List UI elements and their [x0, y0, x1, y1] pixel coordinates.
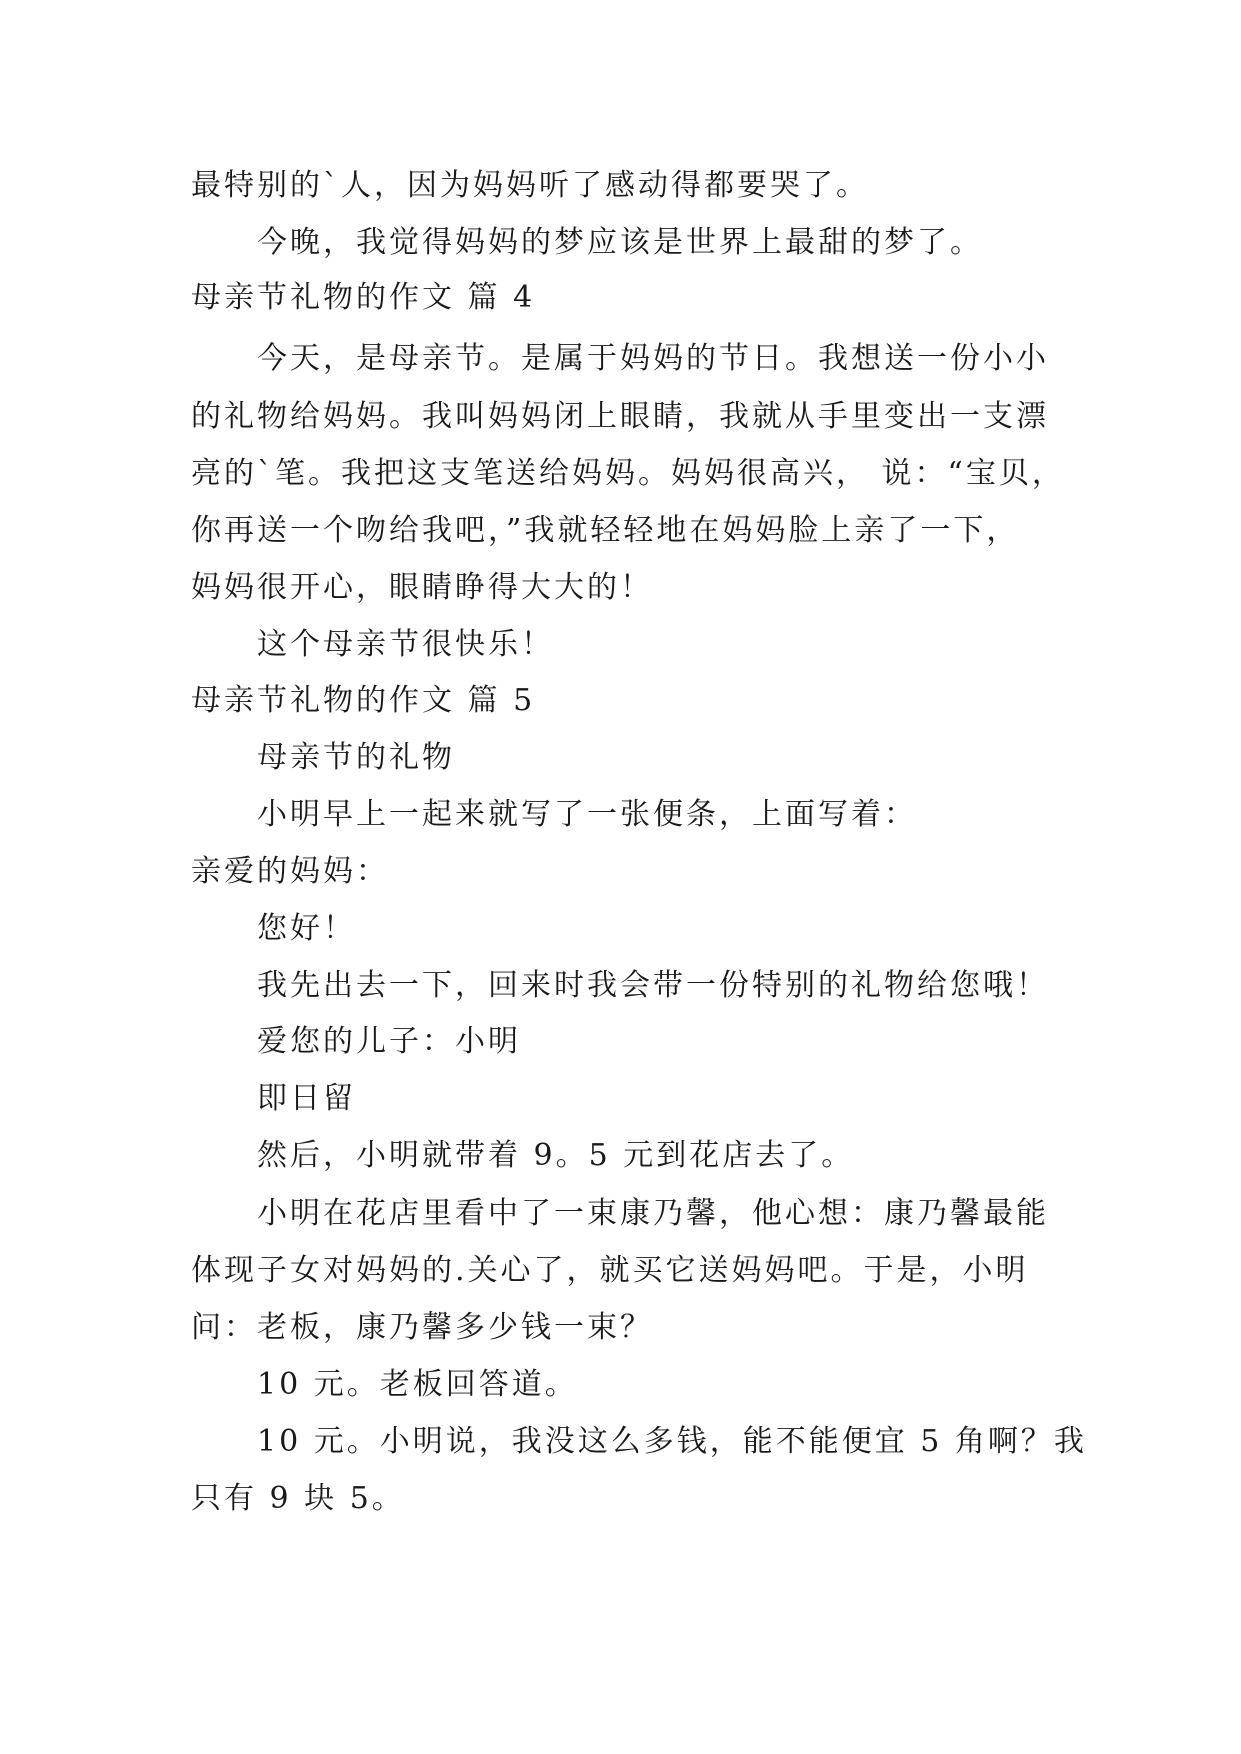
text-line: 体现子女对妈妈的.关心了，就买它送妈妈吧。于是，小明 — [191, 1253, 1029, 1288]
text-line: 亮的`笔。我把这支笔送给妈妈。妈妈很高兴， 说：“宝贝， — [191, 456, 1065, 491]
text-line: 最特别的`人，因为妈妈听了感动得都要哭了。 — [191, 168, 869, 203]
text-line: 你再送一个吻给我吧，”我就轻轻地在妈妈脸上亲了一下， — [191, 513, 1020, 548]
text-paragraph: 您好！ — [257, 911, 356, 946]
text-paragraph: 10 元。小明说，我没这么多钱，能不能便宜 5 角啊？我 — [257, 1424, 1087, 1459]
text-paragraph: 今晚，我觉得妈妈的梦应该是世界上最甜的梦了。 — [257, 225, 983, 260]
text-line: 只有 9 块 5。 — [191, 1481, 405, 1516]
text-line: 妈妈很开心，眼睛睁得大大的！ — [191, 570, 653, 605]
text-paragraph: 这个母亲节很快乐！ — [257, 627, 554, 662]
text-paragraph: 爱您的儿子：小明 — [257, 1024, 521, 1059]
text-paragraph: 小明在花店里看中了一束康乃馨，他心想：康乃馨最能 — [257, 1196, 1049, 1231]
text-paragraph: 然后，小明就带着 9。5 元到花店去了。 — [257, 1138, 855, 1173]
text-paragraph: 母亲节的礼物 — [257, 740, 455, 775]
text-line: 问：老板，康乃馨多少钱一束？ — [191, 1310, 653, 1345]
text-paragraph: 小明早上一起来就写了一张便条，上面写着： — [257, 797, 917, 832]
text-paragraph: 10 元。老板回答道。 — [257, 1367, 578, 1402]
text-line: 亲爱的妈妈： — [191, 854, 389, 889]
text-paragraph: 即日留 — [257, 1081, 356, 1116]
section-heading: 母亲节礼物的作文 篇 5 — [191, 683, 536, 718]
text-line: 的礼物给妈妈。我叫妈妈闭上眼睛，我就从手里变出一支漂 — [191, 399, 1049, 434]
text-paragraph: 今天，是母亲节。是属于妈妈的节日。我想送一份小小 — [257, 341, 1049, 376]
text-paragraph: 我先出去一下，回来时我会带一份特别的礼物给您哦！ — [257, 968, 1049, 1003]
section-heading: 母亲节礼物的作文 篇 4 — [191, 280, 536, 315]
